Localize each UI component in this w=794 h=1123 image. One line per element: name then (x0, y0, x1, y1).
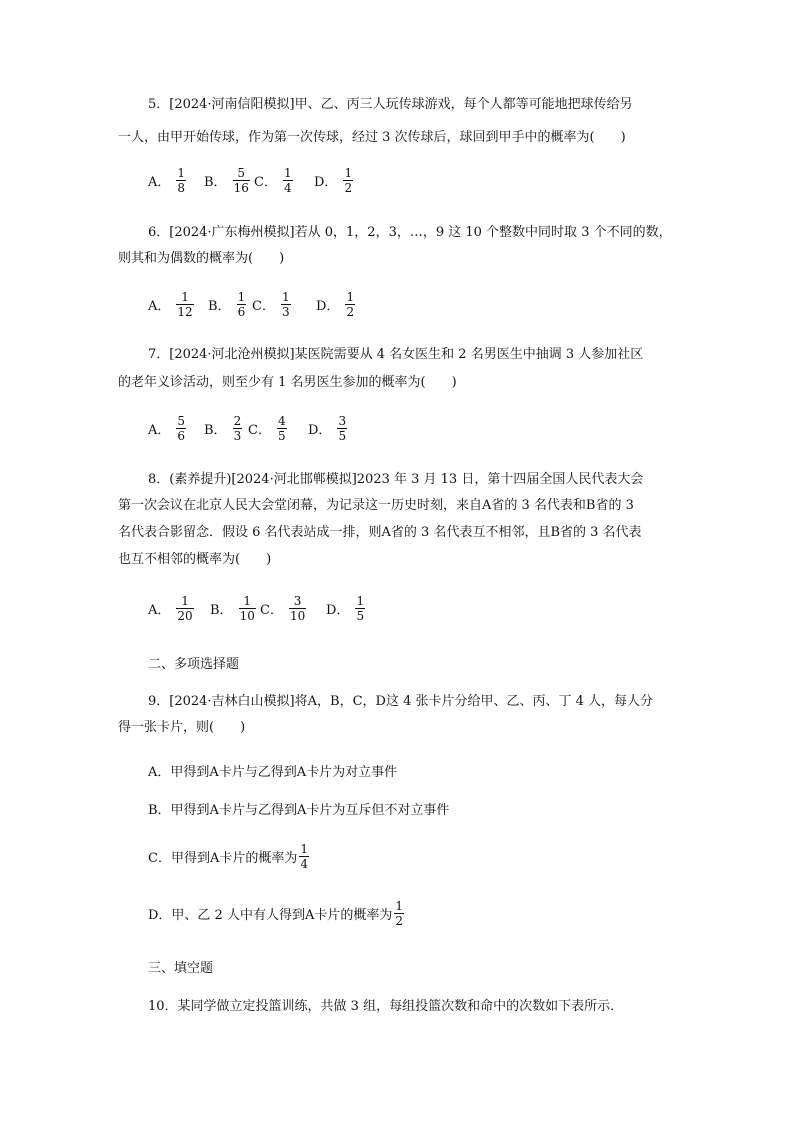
q6-option-c: C． $\frac{1}{3}$ (252, 290, 290, 319)
q6-line2: 则其和为偶数的概率为( ) (118, 251, 285, 266)
q7-line2: 的老年义诊活动，则至少有 1 名男医生参加的概率为( ) (118, 375, 457, 390)
fraction: $\frac{1}{20}$ (177, 594, 193, 623)
q7-options (148, 414, 349, 443)
fraction: $\frac{1}{8}$ (177, 166, 186, 195)
q5-option-b: B． $\frac{5}{16}$ (204, 166, 249, 195)
q8-option-c: C． $\frac{3}{10}$ (260, 594, 306, 623)
q5-option-c: C． $\frac{1}{4}$ (254, 166, 292, 195)
q7-option-c: C． $\frac{4}{5}$ (248, 414, 286, 443)
q10-line1: 10．某同学做立定投篮训练，共做 3 组，每组投篮次数和命中的次数如下表所示． (148, 999, 624, 1014)
q5-option-a: A． $\frac{1}{8}$ (148, 166, 186, 195)
q8-option-d: D． $\frac{1}{5}$ (326, 594, 365, 623)
fraction: $\frac{1}{2}$ (395, 899, 403, 928)
q9-option-c: C．甲得到A卡片的概率为 $\frac{1}{4}$ (148, 842, 308, 871)
q6-options (148, 290, 357, 319)
fraction: $\frac{1}{10}$ (239, 594, 255, 623)
q8-line1: 8．(素养提升)[2024·河北邯郸模拟]2023 年 3 月 13 日，第十四届全国人民代表大会 (148, 472, 644, 487)
fraction: $\frac{2}{3}$ (233, 414, 242, 443)
q6-line1: 6．[2024·广东梅州模拟]若从 0，1，2，3，…，9 这 10 个整数中同时取 3 个不同的数， (148, 225, 672, 240)
q8-line4: 也互不相邻的概率为( ) (118, 552, 272, 567)
q7-option-a: A． $\frac{5}{6}$ (148, 414, 186, 443)
fraction: $\frac{5}{16}$ (233, 166, 249, 195)
fraction: $\frac{5}{6}$ (177, 414, 186, 443)
q8-option-b: B． $\frac{1}{10}$ (210, 594, 255, 623)
q8-line3: 名代表合影留念．假设 6 名代表站成一排，则A省的 3 名代表互不相邻，且B省的 3 名代表 (118, 525, 642, 540)
q6-option-a: A． $\frac{1}{12}$ (148, 290, 193, 319)
fraction: $\frac{1}{5}$ (356, 594, 365, 623)
q9-option-a: A．甲得到A卡片与乙得到A卡片为对立事件 (148, 765, 398, 780)
q9-option-d: D．甲、乙 2 人中有人得到A卡片的概率为 $\frac{1}{2}$ (148, 899, 403, 928)
q5-options (148, 166, 355, 195)
q6-option-b: B． $\frac{1}{6}$ (208, 290, 246, 319)
q8-options (148, 594, 367, 623)
q7-option-b: B． $\frac{2}{3}$ (204, 414, 242, 443)
q8-line2: 第一次会议在北京人民大会堂闭幕，为记录这一历史时刻，来自A省的 3 名代表和B省的 3 (118, 498, 634, 513)
fraction: $\frac{4}{5}$ (277, 414, 286, 443)
fraction: $\frac{1}{4}$ (300, 842, 308, 871)
q7-option-d: D． $\frac{3}{5}$ (308, 414, 347, 443)
q9-line2: 得一张卡片，则( ) (118, 720, 246, 735)
q5-line1: 5．[2024·河南信阳模拟]甲、乙、丙三人玩传球游戏，每个人都等可能地把球传给另 (148, 97, 633, 112)
section-heading-multiple-choice: 二、多项选择题 (148, 657, 240, 672)
q6-option-d: D． $\frac{1}{2}$ (316, 290, 355, 319)
fraction: $\frac{1}{2}$ (346, 290, 355, 319)
fraction: $\frac{3}{10}$ (289, 594, 306, 623)
q9-line1: 9．[2024·吉林白山模拟]将A，B，C，D这 4 张卡片分给甲、乙、丙、丁 4 人，每人分 (148, 694, 654, 709)
fraction: $\frac{1}{3}$ (281, 290, 290, 319)
fraction: $\frac{1}{12}$ (177, 290, 193, 319)
fraction: $\frac{3}{5}$ (338, 414, 347, 443)
section-heading-fill-in: 三、填空题 (148, 961, 214, 976)
q5-line2: 一人，由甲开始传球，作为第一次传球，经过 3 次传球后，球回到甲手中的概率为( ) (118, 130, 626, 145)
q8-option-a: A． $\frac{1}{20}$ (148, 594, 193, 623)
q7-line1: 7．[2024·河北沧州模拟]某医院需要从 4 名女医生和 2 名男医生中抽调 3 人参加社区 (148, 347, 644, 362)
q5-option-d: D． $\frac{1}{2}$ (314, 166, 353, 195)
fraction: $\frac{1}{6}$ (237, 290, 246, 319)
q9-option-b: B．甲得到A卡片与乙得到A卡片为互斥但不对立事件 (148, 803, 450, 818)
fraction: $\frac{1}{2}$ (344, 166, 353, 195)
fraction: $\frac{1}{4}$ (283, 166, 292, 195)
